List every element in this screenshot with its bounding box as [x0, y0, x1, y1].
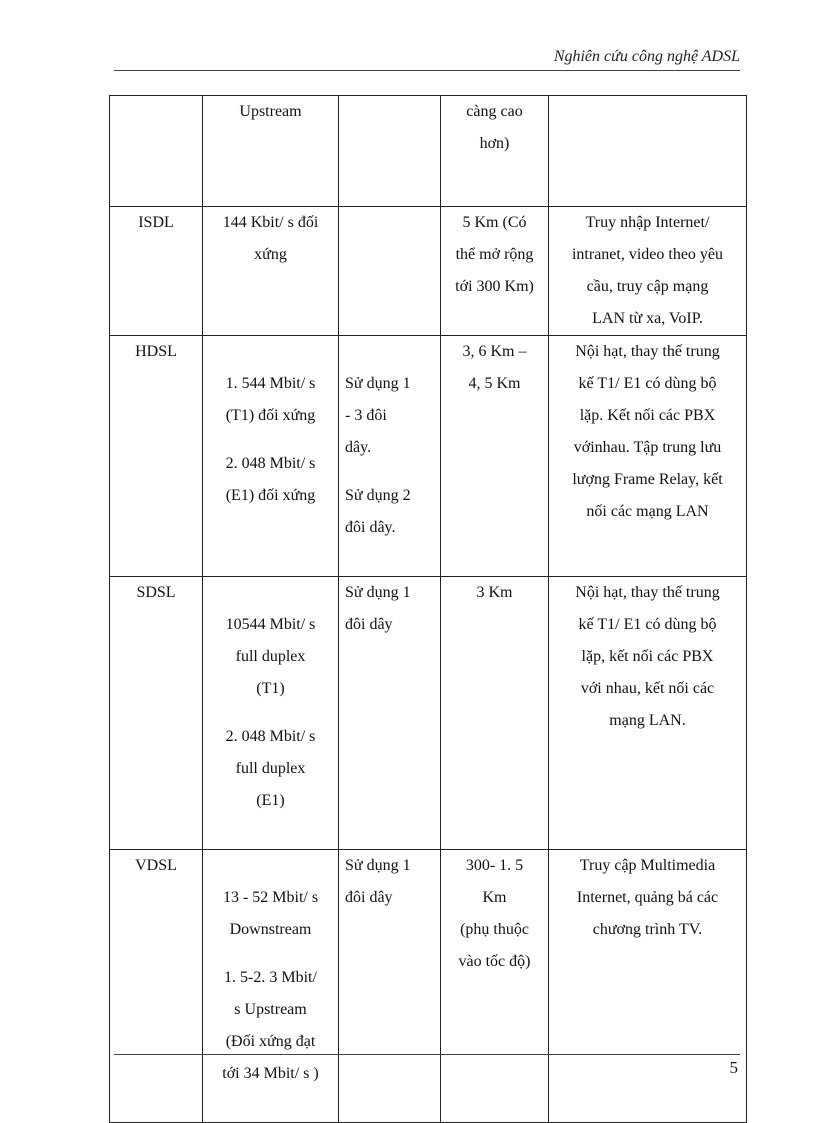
distance-cell: 3 Km [441, 577, 549, 850]
distance-cell: 3, 6 Km – 4, 5 Km [441, 336, 549, 577]
type-cell: SDSL [110, 577, 203, 850]
type-cell: VDSL [110, 850, 203, 1123]
header-rule [114, 70, 740, 71]
table-row [110, 96, 747, 207]
distance-cell: càng cao hơn) [441, 96, 549, 207]
rate-cell: 13 - 52 Mbit/ s Downstream 1. 5-2. 3 Mbit/ s Upstream (Đối xứng đạt tới 34 Mbit/ s ) [203, 850, 339, 1123]
type-cell [110, 96, 203, 207]
footer-rule [114, 1054, 740, 1055]
rate-cell: 1. 544 Mbit/ s (T1) đối xứng 2. 048 Mbit/ s (E1) đối xứng [203, 336, 339, 577]
application-cell: Nội hạt, thay thế trung kế T1/ E1 có dùng bộ lặp, kết nối các PBX với nhau, kết nối các mạng LAN. [549, 577, 747, 850]
page-number: 5 [729, 1058, 738, 1077]
application-cell: Nội hạt, thay thế trung kế T1/ E1 có dùng bộ lặp. Kết nối các PBX vớinhau. Tập trung lưu lượng Frame Relay, kết nối các mạng LAN [549, 336, 747, 577]
distance-cell: 300- 1. 5 Km (phụ thuộc vào tốc độ) [441, 850, 549, 1123]
table-row [110, 336, 747, 577]
dsl-comparison-table [109, 95, 747, 1123]
table-row [110, 850, 747, 1123]
rate-cell: Upstream [203, 96, 339, 207]
rate-cell: 144 Kbit/ s đối xứng [203, 207, 339, 336]
distance-cell: 5 Km (Có thể mở rộng tới 300 Km) [441, 207, 549, 336]
table-row [110, 577, 747, 850]
application-cell: Truy nhập Internet/ intranet, video theo yêu cầu, truy cập mạng LAN từ xa, VoIP. [549, 207, 747, 336]
application-cell: Truy cập Multimedia Internet, quảng bá các chương trình TV. [549, 850, 747, 1123]
pairs-cell: Sử dụng 1 đôi dây [339, 850, 441, 1123]
type-cell: ISDL [110, 207, 203, 336]
table-row [110, 207, 747, 336]
page-header-title: Nghiên cứu công nghệ ADSL [553, 48, 740, 65]
rate-cell: 10544 Mbit/ s full duplex (T1) 2. 048 Mbit/ s full duplex (E1) [203, 577, 339, 850]
pairs-cell [339, 207, 441, 336]
pairs-cell [339, 96, 441, 207]
application-cell [549, 96, 747, 207]
pairs-cell: Sử dụng 1 - 3 đôi dây. Sử dụng 2 đôi dây. [339, 336, 441, 577]
pairs-cell: Sử dụng 1 đôi dây [339, 577, 441, 850]
type-cell: HDSL [110, 336, 203, 577]
